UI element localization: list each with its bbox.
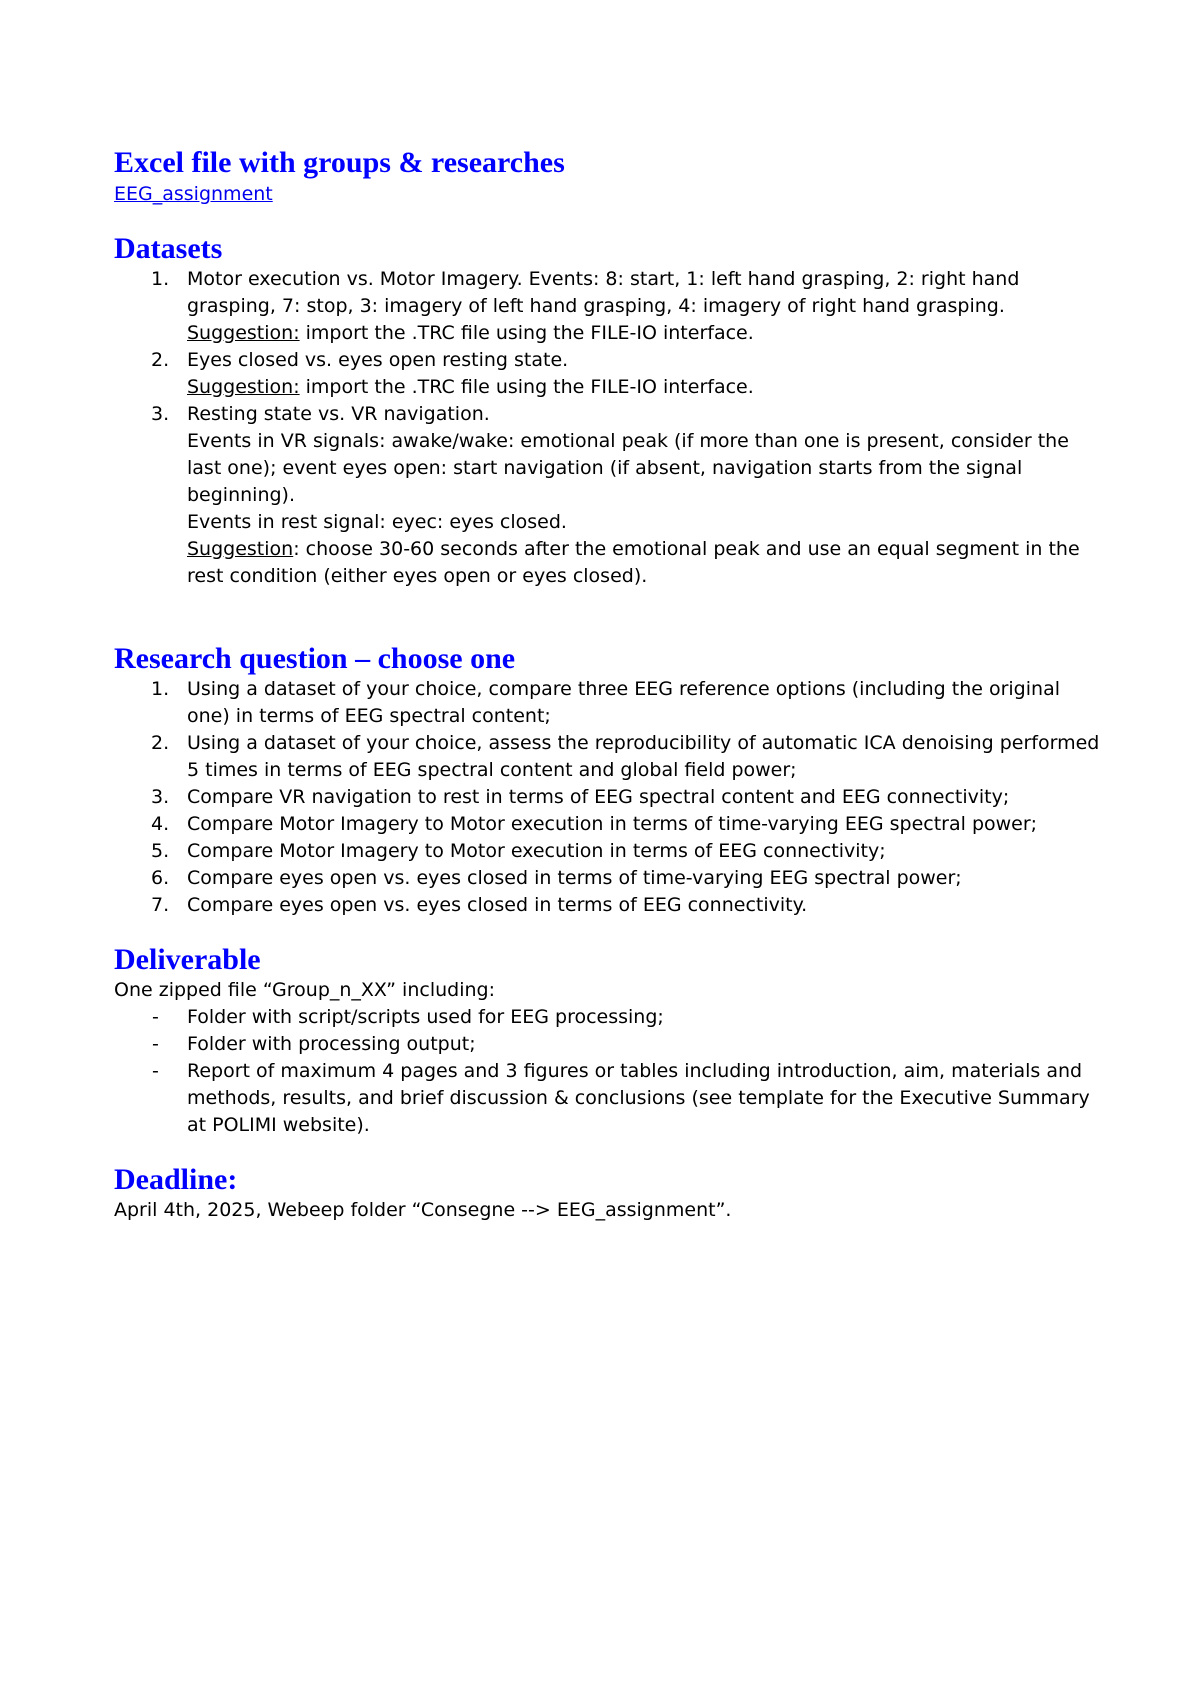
suggestion-label: Suggestion: <box>187 376 300 398</box>
research-item <box>114 838 1100 865</box>
dataset-suggestion <box>187 374 1100 401</box>
deliverable-list <box>114 1004 1100 1139</box>
research-item <box>114 892 1100 919</box>
deadline-text: April 4th, 2025, Webeep folder “Consegne --> EEG_assignment”. <box>114 1199 732 1221</box>
deliverable-item <box>114 1031 1100 1058</box>
dataset-suggestion <box>187 320 1100 347</box>
research-text: Compare eyes open vs. eyes closed in terms of time-varying EEG spectral power; <box>187 867 962 889</box>
research-item <box>114 811 1100 838</box>
dataset-item-3 <box>114 401 1100 590</box>
dataset-description: Motor execution vs. Motor Imagery. Events: 8: start, 1: left hand grasping, 2: right hand grasping, 7: stop, 3: imagery of left hand grasping, 4: imagery of right hand grasping. <box>187 268 1020 317</box>
deliverable-text: Folder with processing output; <box>187 1033 476 1055</box>
suggestion-text: import the .TRC file using the FILE-IO interface. <box>299 376 754 398</box>
document-page <box>114 146 1100 1224</box>
list-number: 1. <box>151 678 170 700</box>
dataset-vr-events: Events in VR signals: awake/wake: emotional peak (if more than one is present, consider the last one); event eyes open: start navigation (if absent, navigation starts from the signal beginning). <box>187 430 1069 506</box>
list-dash: - <box>152 1060 159 1082</box>
suggestion-text: : choose 30-60 seconds after the emotional peak and use an equal segment in the rest condition (either eyes open or eyes closed). <box>187 538 1080 587</box>
research-item <box>114 730 1100 784</box>
research-text: Compare VR navigation to rest in terms of EEG spectral content and EEG connectivity; <box>187 786 1010 808</box>
deadline-section <box>114 1163 1100 1224</box>
research-text: Using a dataset of your choice, assess the reproducibility of automatic ICA denoising performed 5 times in terms of EEG spectral content and global field power; <box>187 732 1100 781</box>
research-text: Compare eyes open vs. eyes closed in terms of EEG connectivity. <box>187 894 808 916</box>
research-text: Compare Motor Imagery to Motor execution in terms of time-varying EEG spectral power; <box>187 813 1038 835</box>
deliverable-item <box>114 1004 1100 1031</box>
eeg-assignment-link[interactable]: EEG_assignment <box>114 183 273 205</box>
list-number: 4. <box>151 813 170 835</box>
deliverable-item <box>114 1058 1100 1139</box>
research-item <box>114 865 1100 892</box>
deliverable-heading: Deliverable <box>114 943 261 976</box>
research-text: Using a dataset of your choice, compare three EEG reference options (including the original one) in terms of EEG spectral content; <box>187 678 1060 727</box>
list-number: 3. <box>151 786 170 808</box>
deliverable-section <box>114 943 1100 1139</box>
deliverable-text: Folder with script/scripts used for EEG processing; <box>187 1006 664 1028</box>
list-number: 2. <box>151 349 170 371</box>
dataset-item-2 <box>114 347 1100 401</box>
datasets-heading: Datasets <box>114 232 223 265</box>
suggestion-text: import the .TRC file using the FILE-IO interface. <box>299 322 754 344</box>
research-list <box>114 676 1100 919</box>
list-number: 6. <box>151 867 170 889</box>
suggestion-label: Suggestion: <box>187 322 300 344</box>
dataset-suggestion <box>187 536 1100 590</box>
dataset-description: Eyes closed vs. eyes open resting state. <box>187 349 569 371</box>
list-number: 5. <box>151 840 170 862</box>
datasets-list <box>114 266 1100 590</box>
suggestion-label: Suggestion <box>187 538 294 560</box>
list-number: 1. <box>151 268 170 290</box>
research-item <box>114 784 1100 811</box>
dataset-item-1 <box>114 266 1100 347</box>
research-heading: Research question – choose one <box>114 642 516 675</box>
list-dash: - <box>152 1033 159 1055</box>
research-section <box>114 642 1100 919</box>
deadline-heading: Deadline: <box>114 1163 238 1196</box>
datasets-section <box>114 232 1100 590</box>
list-dash: - <box>152 1006 159 1028</box>
list-number: 7. <box>151 894 170 916</box>
research-item <box>114 676 1100 730</box>
dataset-description: Resting state vs. VR navigation. <box>187 403 490 425</box>
research-text: Compare Motor Imagery to Motor execution in terms of EEG connectivity; <box>187 840 886 862</box>
deliverable-intro: One zipped file “Group_n_XX” including: <box>114 979 495 1001</box>
deliverable-text: Report of maximum 4 pages and 3 figures or tables including introduction, aim, materials and methods, results, and brief discussion & conclusions (see template for the Executive Summary at POLIMI website). <box>187 1060 1090 1136</box>
excel-section <box>114 146 1100 208</box>
list-number: 2. <box>151 732 170 754</box>
dataset-rest-events: Events in rest signal: eyec: eyes closed. <box>187 511 567 533</box>
list-number: 3. <box>151 403 170 425</box>
excel-heading: Excel file with groups & researches <box>114 146 565 179</box>
